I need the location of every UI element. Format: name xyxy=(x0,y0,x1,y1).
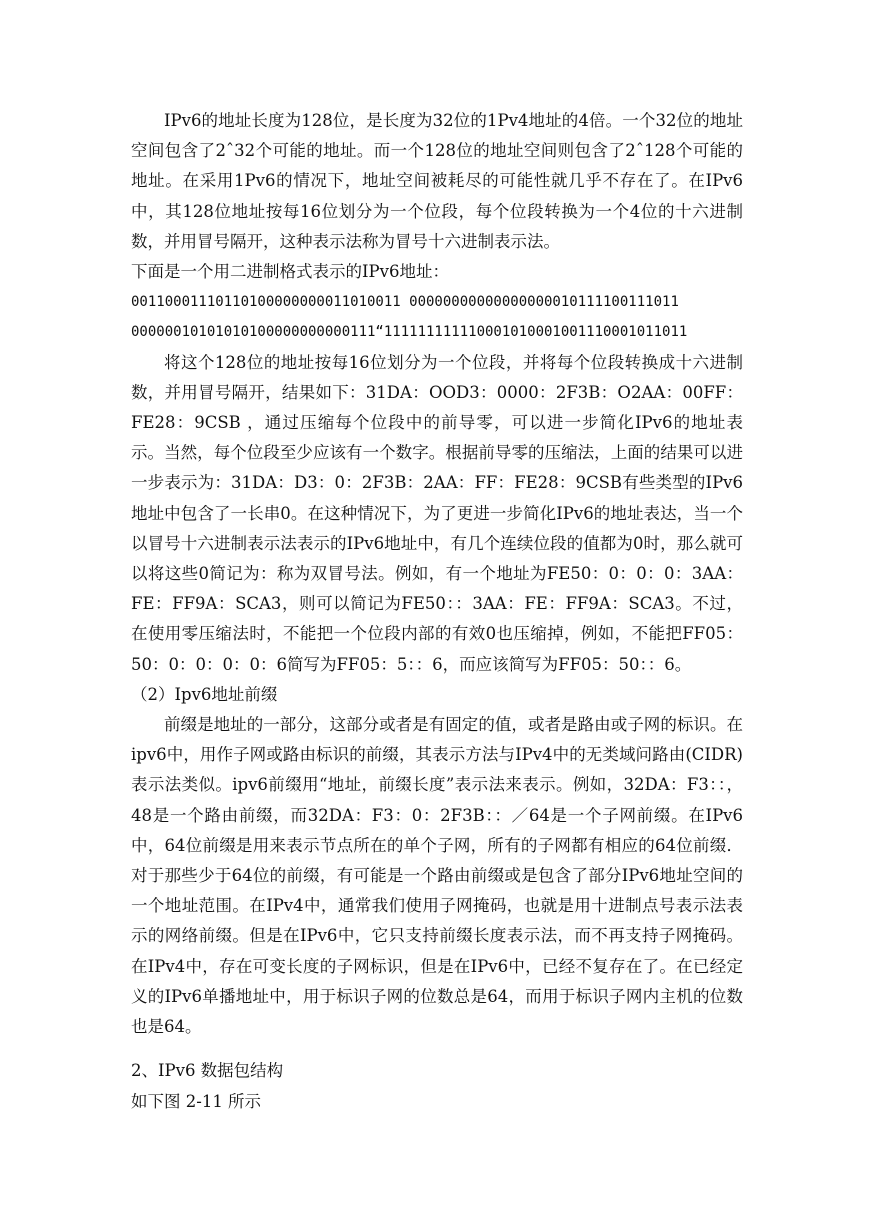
figure-reference: 如下图 2-11 所示 xyxy=(131,1091,262,1111)
binary-address-line-2: 00000010101010100000000000111“11111111111000101000100111000101101​1 xyxy=(131,324,688,341)
subheading-ipv6-prefix: （2）Ipv6地址前缀 xyxy=(131,684,278,704)
paragraph-prefix: 前缀是地址的一部分，这部分或者是有固定的值，或者是路由或子网的标识。在ipv6中，用作子网或路由标识的前缀，其表示方法与IPv4中的无类域问路由(CIDR)表示法类似。ipv6前缀用“地址，前缀长度”表示法来表示。例如，32DA：F3：：，48是一个路由前缀，而32DA：F3：0：2F3B：：／64是一个子网前缀。在IPv6中，64位前缀是用来表示节点所在的单个子网，所有的子网都有相应的64位前缀．对于那些少于64位的前缀，有可能是一个路由前缀或是包含了部分IPv6地址空间的一个地址范围。在IPv4中，通常我们使用子网掩码，也就是用十进制点号表示法表示的网络前缀。但是在IPv6中，它只支持前缀长度表示法，而不再支持子网掩码。在IPv4中，存在可变长度的子网标识，但是在IPv6中，已经不复存在了。在已经定义的IPv6单播地址中，用于标识子网的位数总是64，而用于标识子网内主机的位数也是64。 xyxy=(131,715,743,1037)
document-body xyxy=(131,106,743,1117)
paragraph-binary-intro: 下面是一个用二进制格式表示的IPv6地址： xyxy=(131,262,449,282)
binary-address-line-1: 00110001110110100000000011010011 00000000000000000010111100111011 xyxy=(131,294,679,311)
paragraph-address-length: IPv6的地址长度为128位，是长度为32位的1Pv4地址的4倍。一个32位的地址空间包含了2ˆ32个可能的地址。而一个128位的地址空间则包含了2ˆ128个可能的地址。在采用1Pv6的情况下，地址空间被耗尽的可能性就几乎不存在了。在IPv6中，其128位地址按每16位划分为一个位段，每个位段转换为一个4位的十六进制数，并用冒号隔开，这种表示法称为冒号十六进制表示法。 xyxy=(131,111,743,251)
paragraph-hex-notation: 将这个128位的地址按每16位划分为一个位段，并将每个位段转换成十六进制数，并用冒号隔开，结果如下：31DA：OOD3：0000：2F3B：O2AA：00FF：FE28：9CSB ，通过压缩每个位段中的前导零，可以进一步简化IPv6的地址表示。当然，每个位段至少应该有一个数字。根据前导零的压缩法，上面的结果可以进一步表示为：31DA：D3：0：2F3B：2AA：FF：FE28：9CSB有些类型的IPv6地址中包含了一长串0。在这种情况下，为了更进一步简化IPv6的地址表达，当一个以冒号十六进制表示法表示的IPv6地址中，有几个连续位段的值都为0时，那么就可以将这些0简记为：称为双冒号法。例如，有一个地址为FE50：0：0：0：3AA：FE：FF9A：SCA3，则可以简记为FE50：：3AA：FE：FF9A：SCA3。不过，在使用零压缩法时，不能把一个位段内部的有效0也压缩掉，例如，不能把FF05：50：0：0：0：0：6简写为FF05：5：：6，而应该简写为FF05：50：：6。 xyxy=(131,352,743,674)
section-heading-packet-structure: 2、IPv6 数据包结构 xyxy=(131,1061,284,1081)
